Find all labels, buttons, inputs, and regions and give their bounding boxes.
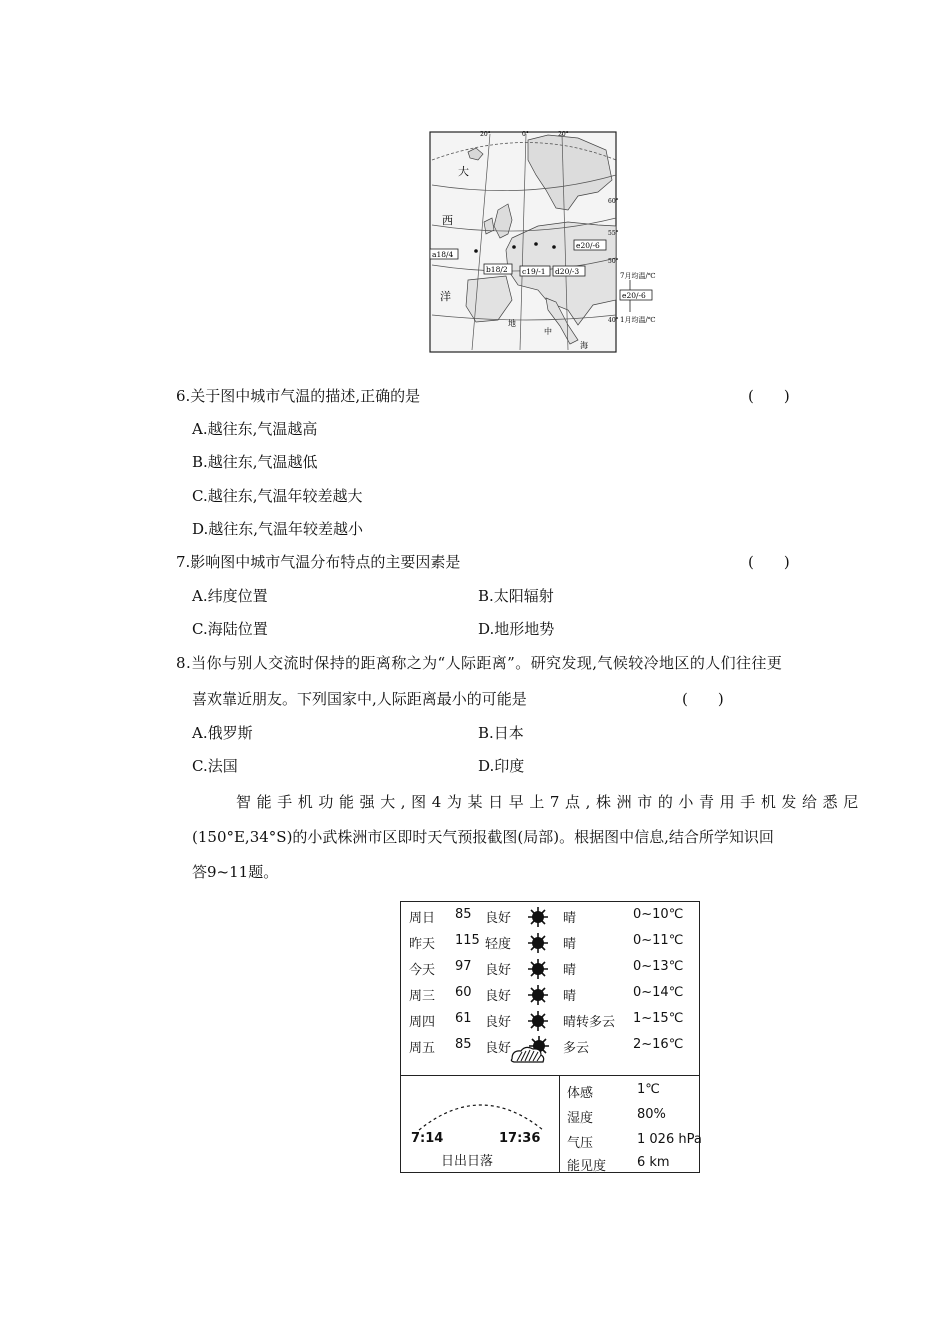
sea-label-5: 中 [544,327,552,336]
sea-label-4: 地 [508,319,516,328]
forecast-condition: 晴 [563,963,577,978]
forecast-condition: 多云 [563,1041,590,1056]
forecast-temp: 0~10℃ [633,907,684,922]
q6-option-c[interactable]: C.越往东,气温年较差越大 [192,487,363,505]
sun-icon [527,932,549,954]
forecast-condition: 晴 [563,989,577,1004]
forecast-day: 昨天 [409,937,436,952]
q6-option-b[interactable]: B.越往东,气温越低 [192,453,318,471]
q6-answer-bracket[interactable]: ( ) [748,387,790,405]
forecast-row [401,903,699,929]
detail-label: 气压 [567,1136,594,1151]
detail-value: 80% [637,1107,666,1122]
legend-sample: e20/-6 [622,291,646,300]
forecast-day: 今天 [409,963,436,978]
q6-option-a[interactable]: A.越往东,气温越高 [192,420,318,438]
q6-option-d[interactable]: D.越往东,气温年较差越小 [192,520,364,538]
forecast-aqi-level: 良好 [485,911,512,926]
sunrise-time: 7:14 [411,1131,444,1146]
q8-answer-bracket[interactable]: ( ) [682,690,724,708]
q8-option-c[interactable]: C.法国 [192,757,238,775]
q7-option-b[interactable]: B.太阳辐射 [478,587,554,605]
forecast-row [401,929,699,955]
sun-cloud-icon [509,1035,553,1065]
forecast-row [401,955,699,981]
q8-option-a[interactable]: A.俄罗斯 [192,724,253,742]
forecast-aqi: 97 [455,959,472,974]
detail-label: 湿度 [567,1111,594,1126]
lat-label-60: 60° [608,198,619,205]
q6-stem: 6.关于图中城市气温的描述,正确的是 [176,387,421,405]
forecast-temp: 0~11℃ [633,933,684,948]
forecast-temp: 0~13℃ [633,959,684,974]
city-dot-d [552,245,556,249]
sea-label-1: 大 [458,165,469,178]
forecast-temp: 2~16℃ [633,1037,684,1052]
sun-icon [527,984,549,1006]
forecast-condition: 晴 [563,937,577,952]
intro-line-1: 智能手机功能强大,图4为某日早上7点,株洲市的小青用手机发给悉尼 [236,793,864,811]
q7-option-a[interactable]: A.纬度位置 [192,587,268,605]
q8-stem-line1: 8.当你与别人交流时保持的距离称之为“人际距离”。研究发现,气候较冷地区的人们往往更 [176,654,783,672]
sea-label-3: 洋 [440,290,451,303]
forecast-aqi-level: 良好 [485,963,512,978]
detail-label: 能见度 [567,1159,607,1174]
sun-icon [527,906,549,928]
forecast-row [401,981,699,1007]
forecast-aqi: 60 [455,985,472,1000]
q8-option-b[interactable]: B.日本 [478,724,524,742]
q7-answer-bracket[interactable]: ( ) [748,553,790,571]
q7-option-c[interactable]: C.海陆位置 [192,620,268,638]
forecast-aqi: 85 [455,1037,472,1052]
forecast-day: 周三 [409,989,436,1004]
intro-line-2: (150°E,34°S)的小武株洲市区即时天气预报截图(局部)。根据图中信息,结合所学知识回 [192,828,774,846]
city-dot-b [512,245,516,249]
forecast-divider [401,1075,699,1076]
q8-stem-line2: 喜欢靠近朋友。下列国家中,人际距离最小的可能是 [192,690,527,708]
detail-label: 体感 [567,1086,594,1101]
sun-icon [527,1010,549,1032]
forecast-aqi-level: 良好 [485,989,512,1004]
lat-label-40: 40° [608,317,619,324]
sea-label-2: 西 [442,214,453,227]
europe-map-svg [428,130,678,355]
forecast-day: 周四 [409,1015,436,1030]
sun-icon [527,958,549,980]
lon-label-w20: 20° [480,131,491,138]
q7-stem: 7.影响图中城市气温分布特点的主要因素是 [176,553,461,571]
city-label-b: b18/2 [486,265,508,274]
city-dot-a [474,249,478,253]
forecast-row [401,1007,699,1033]
q7-option-d[interactable]: D.地形地势 [478,620,555,638]
q8-option-d[interactable]: D.印度 [478,757,525,775]
legend-bottom-label: 1月均温/℃ [620,316,656,324]
legend-top-label: 7月均温/℃ [620,272,656,280]
city-label-e: e20/-6 [576,241,600,250]
forecast-day: 周五 [409,1041,436,1056]
forecast-temp: 0~14℃ [633,985,684,1000]
lat-label-55: 55° [608,230,619,237]
lon-label-e20: 20° [558,131,569,138]
forecast-aqi: 85 [455,907,472,922]
lon-label-0: 0° [522,131,529,138]
sea-label-6: 海 [580,341,588,350]
sun-arc [411,1092,551,1132]
city-dot-c [534,242,538,246]
europe-map [428,130,678,355]
forecast-condition: 晴 [563,911,577,926]
detail-value: 1 026 hPa [637,1132,702,1147]
lat-label-50: 50° [608,258,619,265]
details-divider [559,1076,560,1172]
city-label-d: d20/-3 [555,267,580,276]
forecast-aqi-level: 良好 [485,1041,512,1056]
weather-forecast-panel [400,901,700,1173]
forecast-aqi-level: 良好 [485,1015,512,1030]
forecast-day: 周日 [409,911,436,926]
forecast-condition: 晴转多云 [563,1015,616,1030]
forecast-aqi: 61 [455,1011,472,1026]
sunset-time: 17:36 [499,1131,541,1146]
forecast-aqi-level: 轻度 [485,937,512,952]
forecast-row [401,1033,699,1059]
detail-value: 6 km [637,1155,670,1170]
forecast-aqi: 115 [455,933,480,948]
intro-line-3: 答9~11题。 [192,863,279,881]
forecast-temp: 1~15℃ [633,1011,684,1026]
city-label-a: a18/4 [432,250,454,259]
detail-value: 1℃ [637,1082,660,1097]
sunrise-sunset-label: 日出日落 [441,1154,494,1169]
city-label-c: c19/-1 [522,267,546,276]
